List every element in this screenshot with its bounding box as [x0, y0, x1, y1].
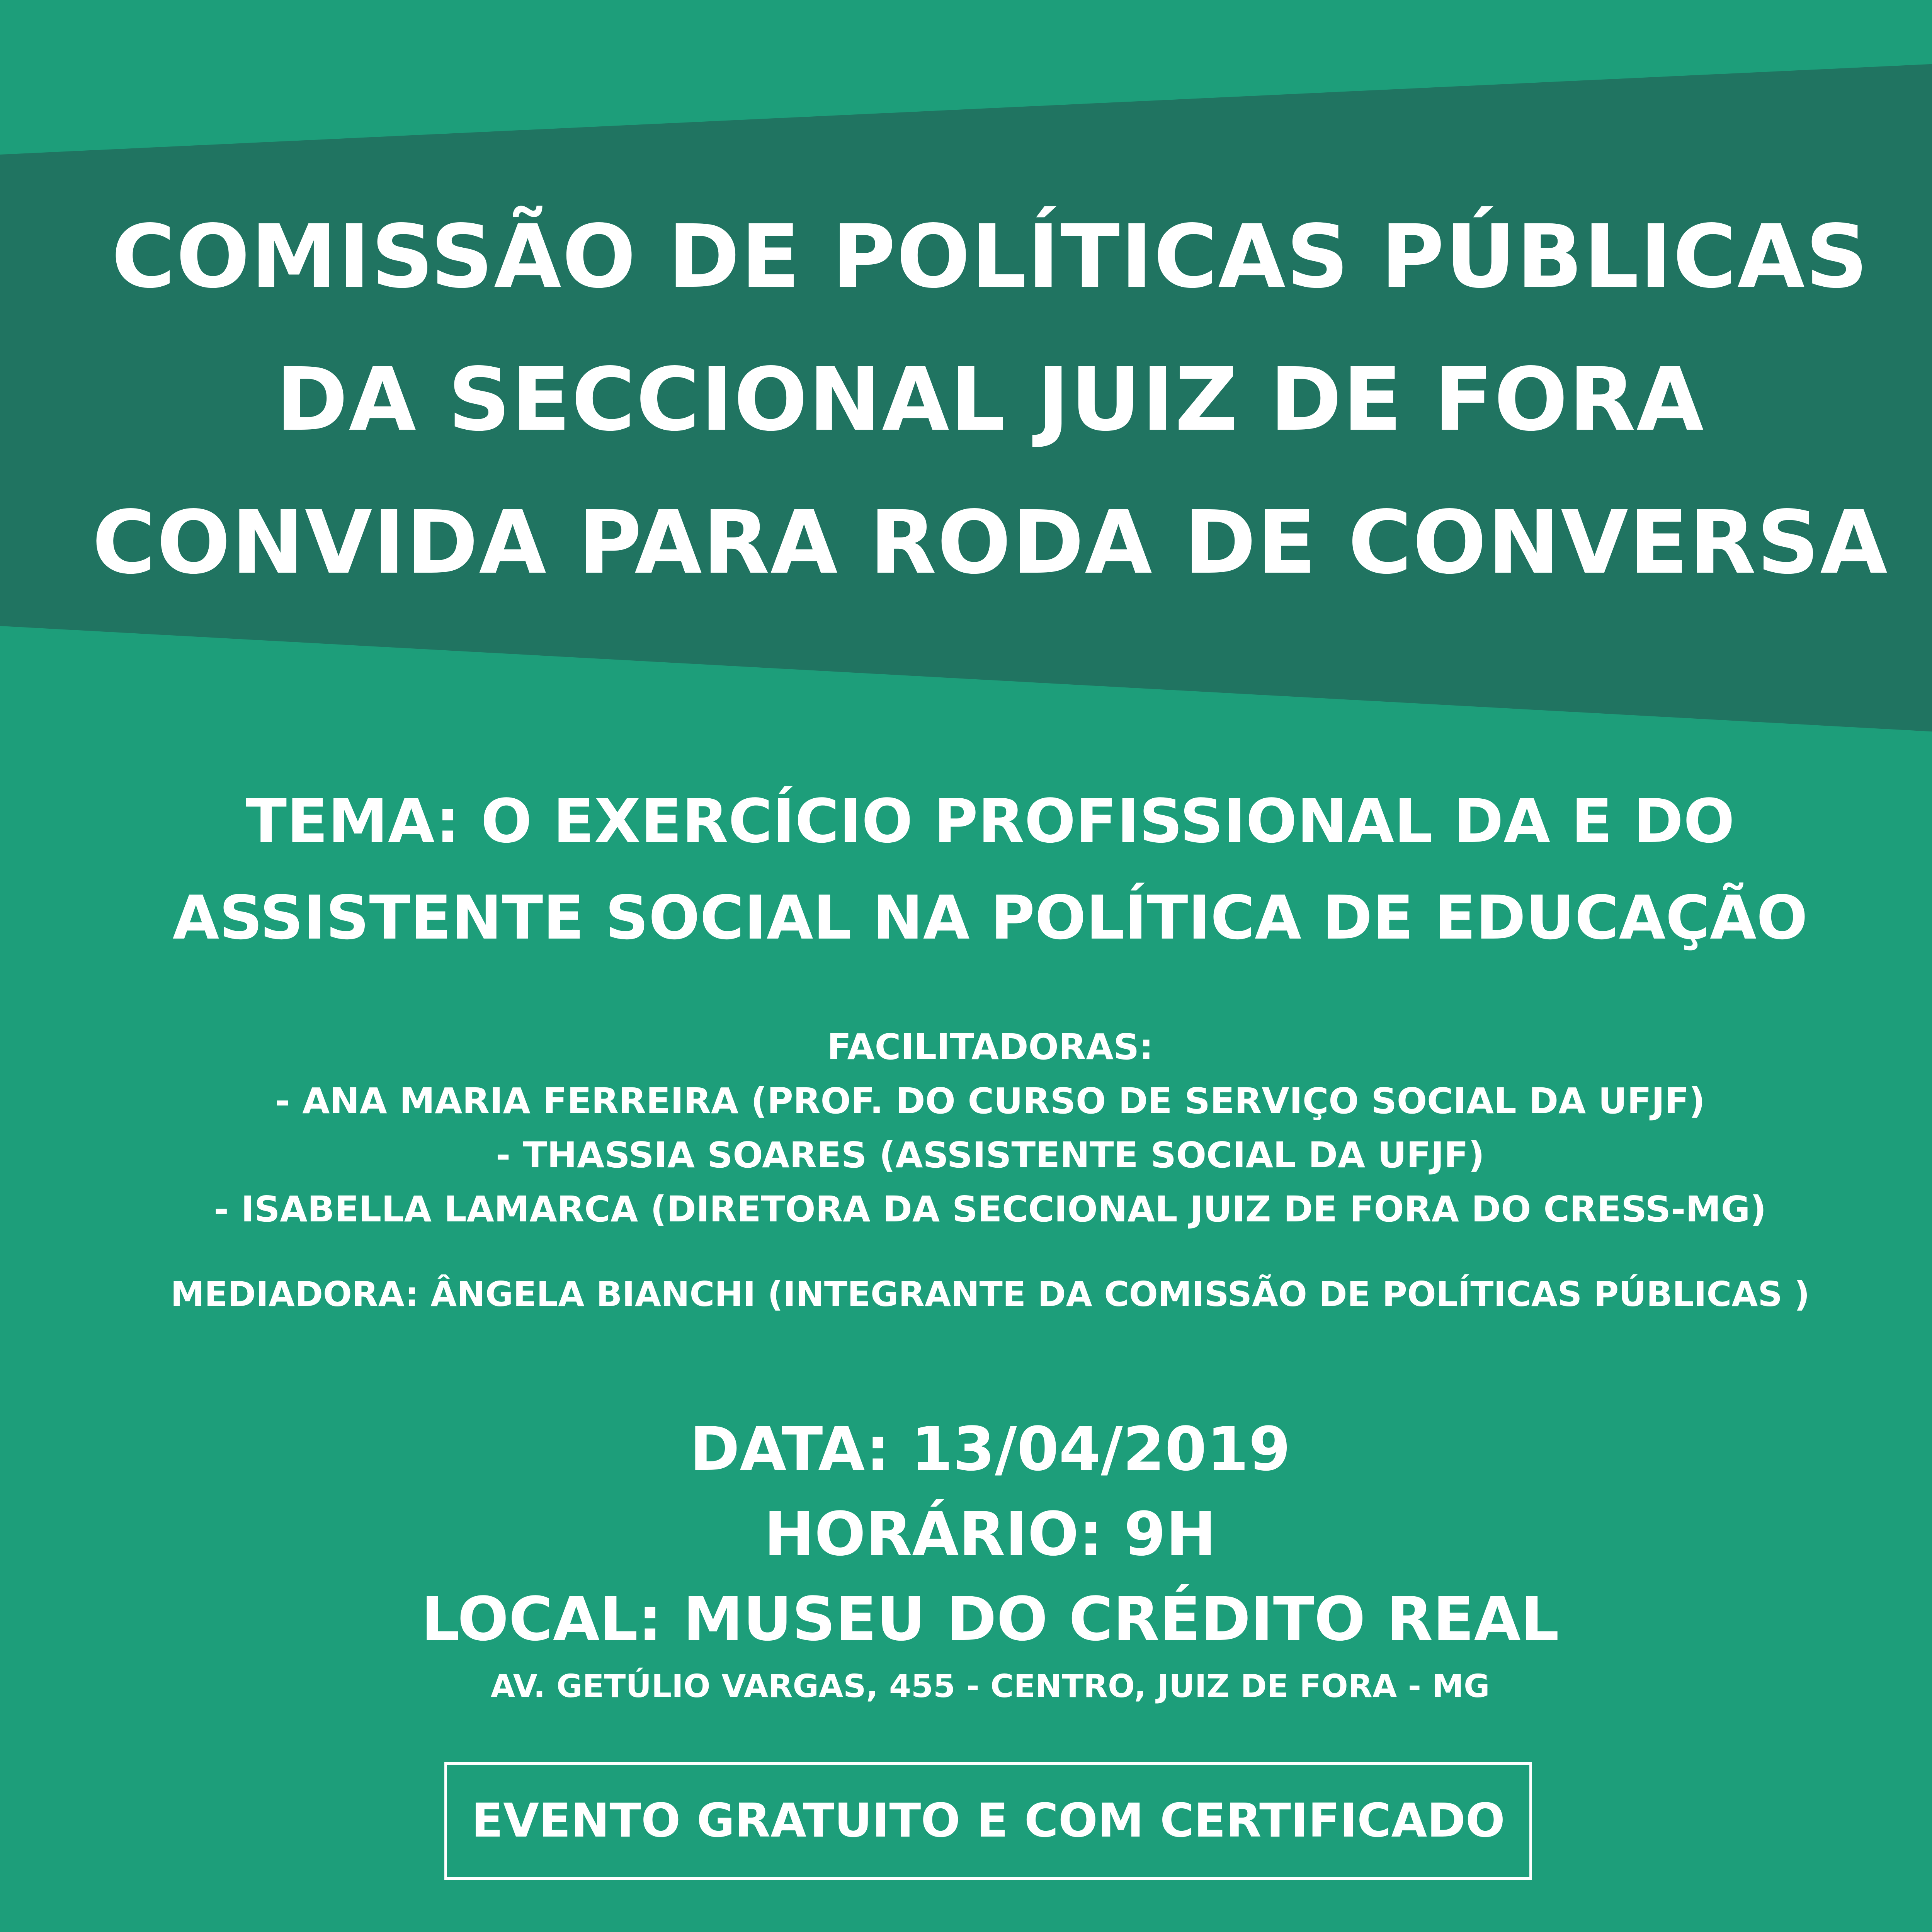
event-date: DATA: 13/04/2019: [689, 1414, 1291, 1484]
free-event-badge: [444, 1762, 1532, 1880]
free-event-label: EVENTO GRATUITO E COM CERTIFICADO: [471, 1794, 1505, 1848]
facilitator-item: - THASSIA SOARES (ASSISTENTE SOCIAL DA UFJF): [496, 1134, 1485, 1176]
theme: [0, 773, 1932, 966]
facilitators-heading: FACILITADORAS:: [827, 1026, 1153, 1068]
facilitators: [0, 1020, 1932, 1236]
headline-line-3: CONVIDA PARA RODA DE CONVERSA: [92, 492, 1888, 594]
headline-line-1: COMISSÃO DE POLÍTICAS PÚBLICAS: [111, 206, 1869, 308]
event-address: AV. GETÚLIO VARGAS, 455 - CENTRO, JUIZ DE FORA - MG: [490, 1668, 1490, 1705]
facilitator-item: - ISABELLA LAMARCA (DIRETORA DA SECCIONAL JUIZ DE FORA DO CRESS-MG): [214, 1189, 1767, 1230]
event-location: LOCAL: MUSEU DO CRÉDITO REAL: [421, 1584, 1559, 1654]
event-info: [0, 1406, 1932, 1712]
headline: [0, 185, 1932, 614]
theme-line-1: TEMA: O EXERCÍCIO PROFISSIONAL DA E DO: [245, 786, 1735, 856]
event-time: HORÁRIO: 9H: [764, 1499, 1216, 1569]
headline-line-2: DA SECCIONAL JUIZ DE FORA: [276, 349, 1705, 451]
facilitator-item: - ANA MARIA FERREIRA (PROF. DO CURSO DE SERVIÇO SOCIAL DA UFJF): [275, 1080, 1705, 1122]
theme-line-2: ASSISTENTE SOCIAL NA POLÍTICA DE EDUCAÇÃO: [172, 883, 1808, 953]
mediator: MEDIADORA: ÂNGELA BIANCHI (INTEGRANTE DA COMISSÃO DE POLÍTICAS PÚBLICAS ): [170, 1274, 1810, 1314]
